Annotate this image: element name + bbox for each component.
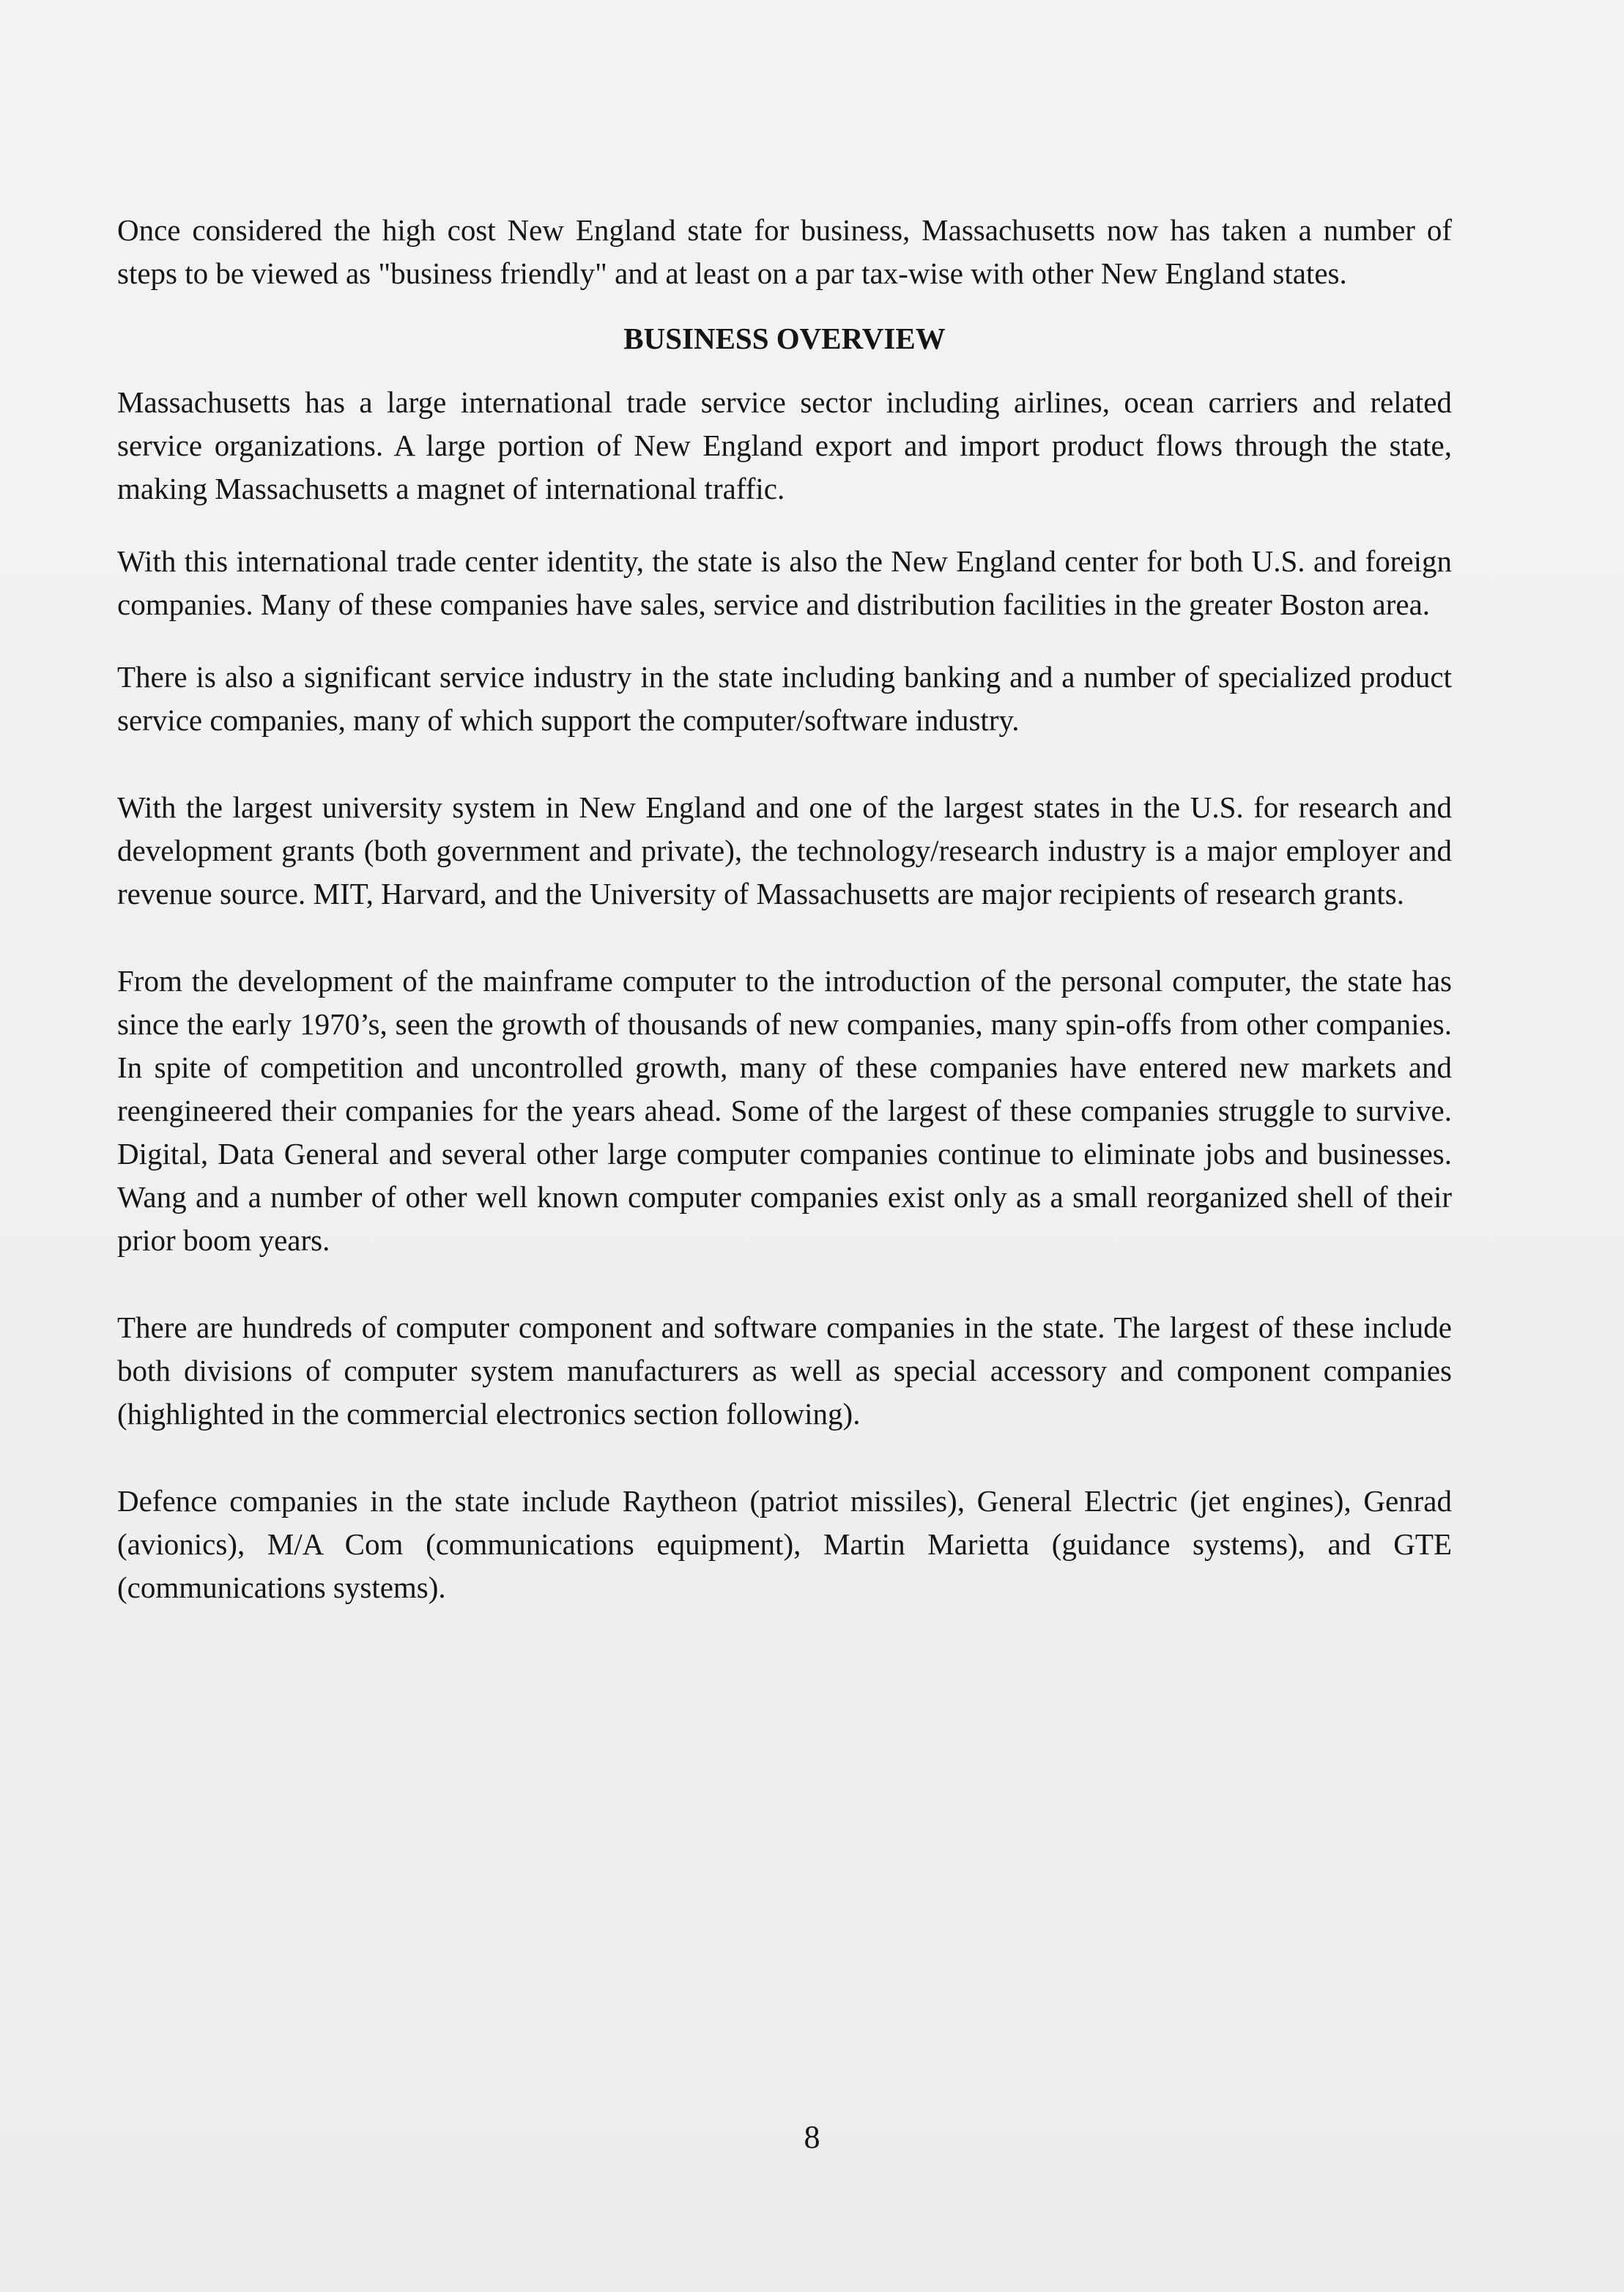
trade-paragraph: Massachusetts has a large international trade service sector including airlines, ocean carriers and related service organizations. A large portion of New England export and import product flows through the state, making Massachusetts a magnet of international traffic. [117,385,1452,505]
section-heading: BUSINESS OVERVIEW [623,322,946,355]
identity-paragraph: With this international trade center identity, the state is also the New England center for both U.S. and foreign companies. Many of these companies have sales, service and distribution facilities in the greater Boston area. [117,544,1452,621]
page-number: 8 [804,2119,820,2155]
mainframe-paragraph: From the development of the mainframe computer to the introduction of the personal computer, the state has since the early 1970’s, seen the growth of thousands of new companies, many spin-offs from other companies. In spite of competition and uncontrolled growth, many of these companies have entered new markets and reengineered their companies for the years ahead. Some of the largest of these companies struggle to survive. Digital, Data General and several other large computer companies continue to eliminate jobs and businesses. Wang and a number of other well known computer companies exist only as a small reorganized shell of their prior boom years. [117,964,1452,1257]
intro-paragraph: Once considered the high cost New England state for business, Massachusetts now has taken a number of steps to be viewed as "business friendly" and at least on a par tax-wise with other New England states. [117,213,1452,290]
service-paragraph: There is also a significant service industry in the state including banking and a number of specialized product service companies, many of which support the computer/software industry. [117,660,1452,737]
document-body [117,209,1452,1609]
components-paragraph: There are hundreds of computer component and software companies in the state. The largest of these include both divisions of computer system manufacturers as well as special accessory and component companies (highlighted in the commercial electronics section following). [117,1310,1452,1431]
university-paragraph: With the largest university system in New England and one of the largest states in the U.S. for research and development grants (both government and private), the technology/research industry is a major employer and revenue source. MIT, Harvard, and the University of Massachusetts are major recipients of research grants. [117,790,1452,911]
defence-paragraph: Defence companies in the state include Raytheon (patriot missiles), General Electric (jet engines), Genrad (avionics), M/A Com (communications equipment), Martin Marietta (guidance systems), and GTE (communications systems). [117,1484,1452,1604]
